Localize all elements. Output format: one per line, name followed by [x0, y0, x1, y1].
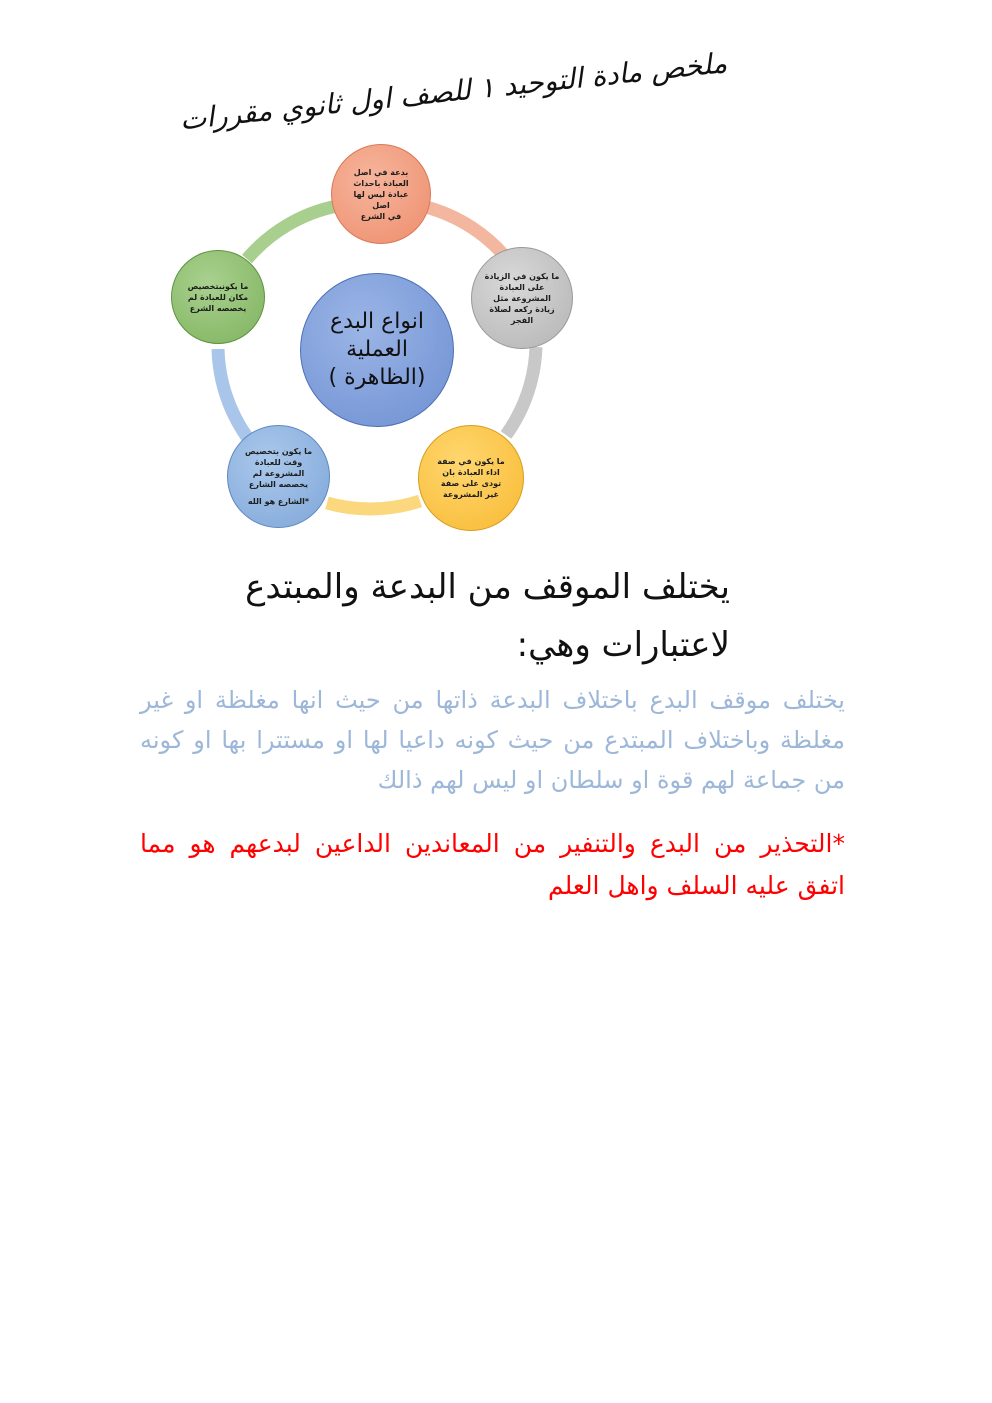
cycle-diagram	[150, 135, 580, 550]
arc-left-bottom	[218, 349, 247, 437]
diagram-node-bottom-left: ما يكون بتخصيص وقت للعبادة المشروعة لم يخصصه الشارع *الشارع هو الله	[227, 425, 330, 528]
arc-left-top	[247, 206, 337, 259]
section-heading: يختلف الموقف من البدعة والمبتدع لاعتبارات وهي:	[245, 567, 730, 665]
red-paragraph: *التحذير من البدع والتنفير من المعاندين الداعين لبدعهم هو مما اتفق عليه السلف واهل العلم	[140, 829, 845, 900]
arc-bottom	[327, 501, 420, 509]
diagram-node-bottom-right: ما يكون في صفة اداء العبادة بان تودى على صفة غير المشروعة	[418, 425, 524, 531]
handwritten-title: ملخص مادة التوحيد ١ للصف اول ثانوي مقررات	[178, 46, 729, 137]
diagram-node-right: ما يكون في الزيادة على العبادة المشروعة مثل زيادة ركعه لصلاة الفجر	[471, 247, 573, 349]
diagram-center-node: انواع البدع العملية (الظاهرة )	[300, 273, 454, 427]
blue-paragraph: يختلف موقف البدع باختلاف البدعة ذاتها من حيث انها مغلظة او غير مغلظة وباختلاف المبتدع من حيث كونه داعيا لها او مستترا بها او كونه من جماعة لهم قوة او سلطان او ليس لهم ذالك	[140, 686, 845, 794]
diagram-node-left: ما يكونبتخصيص مكان للعبادة لم يخصصه الشرع	[171, 250, 265, 344]
arc-right-bottom	[506, 347, 536, 435]
diagram-node-top: بدعة في اصل العبادة باحداث عبادة ليس لها اصل في الشرع	[331, 144, 431, 244]
